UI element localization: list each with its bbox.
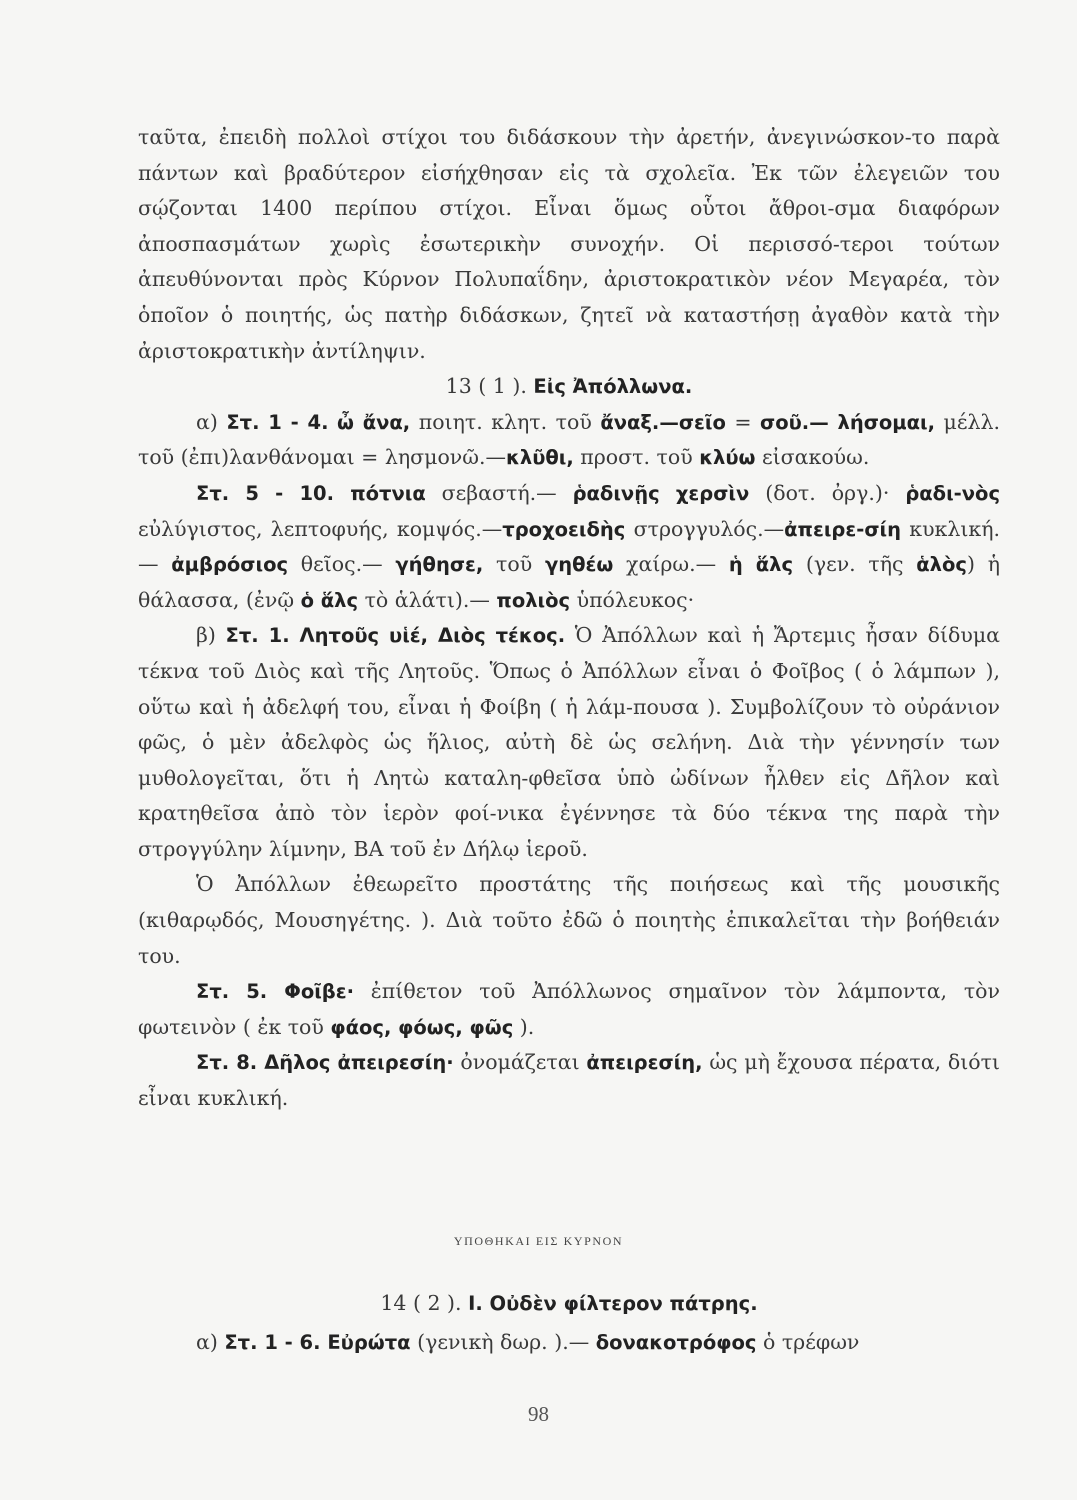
body-text — [138, 120, 1000, 1117]
term: τροχοειδὴς — [502, 517, 626, 541]
gloss: ὁ τρέφων — [756, 1330, 860, 1354]
gloss: στρογγυλός.— — [625, 516, 785, 541]
gloss: χαίρω.— — [613, 552, 729, 577]
label-a: α) — [196, 1330, 225, 1354]
label-a: α) — [196, 409, 227, 434]
intro-paragraph: ταῦτα, ἐπειδὴ πολλοὶ στίχοι του διδάσκουν τὴν ἀρετήν, ἀνεγινώσκον-το παρὰ πάντων καὶ βραδύτερον εἰσήχθησαν εἰς τὰ σχολεῖα. Ἐκ τῶν ἐλεγειῶν του σῴζονται 1400 περίπου στίχοι. Εἶναι ὅμως οὗτοι ἄθροι-σμα διαφόρων ἀποσπασμάτων χωρὶς ἐσωτερικὴν συνοχήν. Οἱ περισσό-τεροι τούτων ἀπευθύνονται πρὸς Κύρνον Πολυπαΐδην, ἀριστοκρατικὸν νέον Μεγαρέα, τὸν ὁποῖον ὁ ποιητής, ὡς πατὴρ διδάσκων, ζητεῖ νὰ καταστήσῃ ἀγαθὸν κατὰ τὴν ἀριστοκρατικὴν ἀντίληψιν. — [138, 125, 1000, 363]
term: πολιὸς — [496, 588, 571, 612]
gloss: (γενικὴ δωρ. ).— — [410, 1330, 596, 1354]
section-14-number: 14 ( 2 ). — [380, 1291, 462, 1315]
term: Στ. 5. Φοῖβε· — [196, 980, 355, 1004]
gloss: (γεν. τῆς — [793, 552, 917, 577]
gloss: τοῦ — [483, 552, 545, 577]
paragraph-b — [138, 618, 1000, 867]
page-number: 98 — [528, 1402, 549, 1426]
term: ῥαδι-νὸς — [905, 481, 1001, 505]
verse-ref: Στ. 1 - 4. — [226, 410, 329, 434]
term: σοῦ.— λήσομαι, — [760, 410, 936, 434]
gloss: ὀνομάζεται — [453, 1050, 587, 1075]
gloss: ὡς μὴ ἔχουσα πέρατα, διότι εἶναι κυκλική. — [138, 1050, 1000, 1111]
term: δονακοτρόφος — [595, 1331, 757, 1354]
term: ἁλὸς — [916, 553, 967, 577]
term: φάος, φόως, φῶς — [330, 1015, 514, 1039]
paragraph-st5 — [138, 476, 1000, 618]
term: Στ. 8. Δῆλος ἀπειρεσίη· — [196, 1051, 454, 1075]
gloss: κυκλική.— — [138, 516, 1001, 577]
section-13-number: 13 ( 1 ). — [445, 374, 527, 399]
gloss: ) ἡ θάλασσα, (ἐνῷ — [138, 552, 1001, 612]
term: ἄναξ.—σεῖο — [600, 410, 726, 434]
term: ὁ ἅλς — [300, 588, 359, 612]
term: Στ. 1 - 6. Εὐρώτα — [224, 1331, 411, 1354]
gloss: ). — [513, 1014, 535, 1039]
paragraph-14a — [138, 1323, 1000, 1362]
gloss: τὸ ἁλάτι).— — [358, 587, 497, 612]
section-14-title: Ι. Οὐδὲν φίλτερον πάτρης. — [468, 1292, 758, 1315]
section-14-heading — [138, 1284, 1000, 1323]
term: ἀμβρόσιος — [171, 553, 289, 577]
term: γήθησε, — [395, 553, 484, 577]
section-13-title: Εἰς Ἀπόλλωνα. — [533, 375, 693, 399]
paragraph-st8 — [138, 1045, 1000, 1116]
gloss: (δοτ. ὀργ.)· — [749, 480, 906, 505]
running-title: ΥΠΟΘΗΚΑΙ ΕΙΣ ΚΥΡΝΟΝ — [453, 1234, 624, 1248]
term: ἀπειρε-σίη — [784, 517, 902, 541]
section-13-heading — [138, 369, 1000, 405]
gloss: προστ. τοῦ — [573, 445, 700, 470]
gloss: ποιητ. κλητ. τοῦ — [410, 409, 601, 434]
gloss: εὐλύγιστος, λεπτοφυής, κομψός.— — [138, 516, 503, 541]
gloss: μέλλ. τοῦ (ἐπι)λανθάνομαι = λησμονῶ.— — [138, 409, 1000, 470]
term: Στ. 5 - 10. πότνια — [196, 481, 426, 505]
term: ῥαδινῇς χερσὶν — [572, 481, 750, 505]
label-b: β) — [196, 623, 226, 648]
term: γηθέω — [544, 553, 614, 577]
paragraph-apollo: Ὁ Ἀπόλλων ἐθεωρεῖτο προστάτης τῆς ποιήσεως καὶ τῆς μουσικῆς (κιθαρῳδός, Μουσηγέτης. ). Διὰ τοῦτο ἐδῶ ὁ ποιητὴς ἐπικαλεῖται τὴν βοήθειάν του. — [138, 872, 1000, 968]
gloss: ὑπόλευκος· — [570, 587, 695, 612]
gloss: ἐπίθετον τοῦ Ἀπόλλωνος σημαῖνον τὸν λάμποντα, τὸν φωτεινὸν ( ἐκ τοῦ — [138, 979, 1000, 1039]
term: κλύω — [699, 446, 756, 470]
paragraph-a — [138, 405, 1000, 476]
term: Στ. 1. Λητοῦς υἱέ, Διὸς τέκος. — [225, 624, 566, 648]
term: ἀπειρεσίη, — [586, 1051, 703, 1075]
section-14 — [138, 1284, 1000, 1362]
paragraph-st5b — [138, 974, 1000, 1045]
gloss: θεῖος.— — [288, 552, 396, 577]
gloss: σεβαστή.— — [425, 480, 573, 505]
gloss: εἰσακούω. — [755, 445, 870, 470]
gloss: = — [725, 409, 761, 434]
gloss: Ὁ Ἀπόλλων καὶ ἡ Ἄρτεμις ἦσαν δίδυμα τέκνα τοῦ Διὸς καὶ τῆς Λητοῦς. Ὅπως ὁ Ἀπόλλων εἶναι ὁ Φοῖβος ( ὁ λάμπων ), οὕτω καὶ ἡ ἀδελφή του, εἶναι ἡ Φοίβη ( ἡ λάμ-πουσα ). Συμβολίζουν τὸ οὐράνιον φῶς, ὁ μὲν ἀδελφὸς ὡς ἥλιος, αὐτὴ δὲ ὡς σελήνη. Διὰ τὴν γέννησίν των μυθολογεῖται, ὅτι ἡ Λητὼ καταλη-φθεῖσα ὑπὸ ὠδίνων ἦλθεν εἰς Δῆλον καὶ κρατηθεῖσα ἀπὸ τὸν ἱερὸν φοί-νικα ἐγέννησε τὰ δύο τέκνα της παρὰ τὴν στρογγύλην λίμνην, ΒΑ τοῦ ἐν Δήλῳ ἱεροῦ. — [138, 623, 1001, 861]
term: ὦ ἄνα, — [337, 410, 411, 434]
term: ἡ ἅλς — [728, 553, 794, 577]
term: κλῦθι, — [506, 446, 574, 470]
